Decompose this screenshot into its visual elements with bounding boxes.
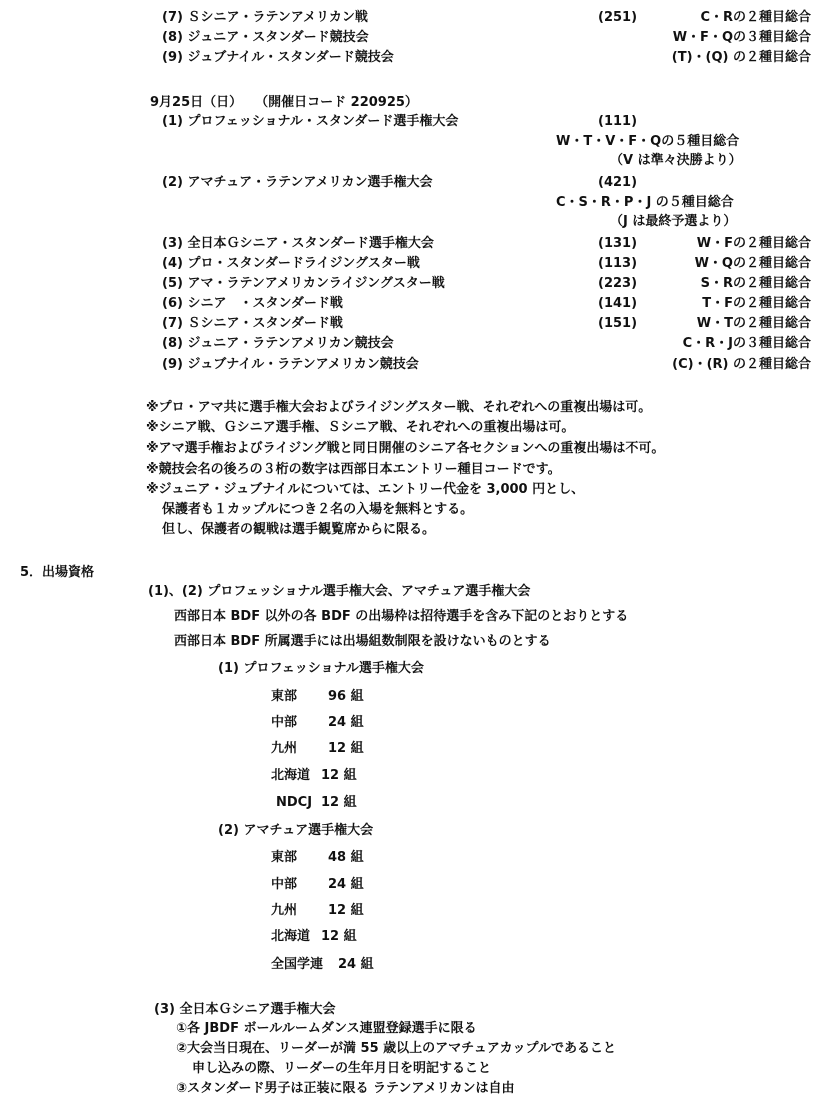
quota-region: 北海道 <box>271 929 311 944</box>
condition-line: ③スタンダード男子は正装に限る ラテンアメリカンは自由 <box>176 1081 515 1096</box>
quota-count: 12 組 <box>321 795 357 810</box>
event-name: (3) 全日本Ｇシニア・スタンダード選手権大会 <box>162 236 434 251</box>
event-code: (141) <box>598 296 638 311</box>
event-dances: W・T・V・F・Qの５種目総合 <box>556 134 740 149</box>
subsection-title: (3) 全日本Ｇシニア選手権大会 <box>154 1002 336 1017</box>
event-name: (7) Ｓシニア・ラテンアメリカン戦 <box>162 10 368 25</box>
event-dances: C・Rの２種目総合 <box>700 10 811 25</box>
event-name: (1) プロフェッショナル・スタンダード選手権大会 <box>162 114 459 129</box>
note-line: ※シニア戦、Ｇシニア選手権、Ｓシニア戦、それぞれへの重複出場は可。 <box>146 420 575 435</box>
event-code: (131) <box>598 236 638 251</box>
quota-region: 中部 <box>271 877 298 892</box>
quota-region: 全国学連 <box>271 957 324 972</box>
quota-count: 12 組 <box>328 903 364 918</box>
event-name: (4) プロ・スタンダードライジングスター戦 <box>162 256 420 271</box>
event-dances: S・Rの２種目総合 <box>700 276 811 291</box>
event-name: (2) アマチュア・ラテンアメリカン選手権大会 <box>162 175 433 190</box>
event-dances: C・R・Jの３種目総合 <box>682 336 811 351</box>
quota-region: 九州 <box>271 903 298 918</box>
event-dances: (T)・(Q) の２種目総合 <box>671 50 811 65</box>
quota-count: 48 組 <box>328 850 364 865</box>
section-heading: 5．出場資格 <box>20 565 95 580</box>
condition-line: ②大会当日現在、リーダーが満 55 歳以上のアマチュアカップルであること <box>176 1041 616 1056</box>
section-text: 西部日本 BDF 所属選手には出場組数制限を設けないものとする <box>174 634 551 649</box>
event-note: （V は準々決勝より） <box>610 153 742 168</box>
event-code: (151) <box>598 316 638 331</box>
event-name: (6) シニア ・スタンダード戦 <box>162 296 343 311</box>
quota-region: NDCJ <box>276 795 313 810</box>
event-dances: (C)・(R) の２種目総合 <box>672 357 811 372</box>
event-code: (421) <box>598 175 638 190</box>
note-line: 但し、保護者の観戦は選手観覧席からに限る。 <box>162 522 436 537</box>
quota-count: 24 組 <box>328 877 364 892</box>
subsection-title: (1) プロフェッショナル選手権大会 <box>218 661 424 676</box>
event-dances: W・F・Qの３種目総合 <box>672 30 811 45</box>
quota-region: 中部 <box>271 715 298 730</box>
event-dances: W・Tの２種目総合 <box>696 316 811 331</box>
event-name: (9) ジュブナイル・ラテンアメリカン競技会 <box>162 357 419 372</box>
event-dances: T・Fの２種目総合 <box>702 296 811 311</box>
event-note: （J は最終予選より） <box>610 214 737 229</box>
event-code: (251) <box>598 10 638 25</box>
subsection-title: (2) アマチュア選手権大会 <box>218 823 374 838</box>
quota-region: 九州 <box>271 741 298 756</box>
quota-region: 東部 <box>271 689 298 704</box>
event-name: (8) ジュニア・スタンダード競技会 <box>162 30 369 45</box>
quota-count: 12 組 <box>321 768 357 783</box>
note-line: 保護者も１カップルにつき２名の入場を無料とする。 <box>162 502 474 517</box>
event-code: (111) <box>598 114 638 129</box>
event-dances: W・Qの２種目総合 <box>694 256 811 271</box>
event-name: (8) ジュニア・ラテンアメリカン競技会 <box>162 336 394 351</box>
section-text: 西部日本 BDF 以外の各 BDF の出場枠は招待選手を含み下記のとおりとする <box>174 609 629 624</box>
section-intro: (1)、(2) プロフェッショナル選手権大会、アマチュア選手権大会 <box>148 584 531 599</box>
note-line: ※ジュニア・ジュブナイルについては、エントリー代金を 3,000 円とし、 <box>146 482 585 497</box>
quota-count: 96 組 <box>328 689 364 704</box>
note-line: ※競技会名の後ろの３桁の数字は西部日本エントリー種目コードです。 <box>146 462 561 477</box>
condition-line: ①各 JBDF ボールルームダンス連盟登録選手に限る <box>176 1021 477 1036</box>
event-dances: C・S・R・P・J の５種目総合 <box>556 195 734 210</box>
quota-region: 東部 <box>271 850 298 865</box>
quota-count: 12 組 <box>321 929 357 944</box>
quota-region: 北海道 <box>271 768 311 783</box>
quota-count: 12 組 <box>328 741 364 756</box>
event-name: (5) アマ・ラテンアメリカンライジングスター戦 <box>162 276 445 291</box>
note-line: ※プロ・アマ共に選手権大会およびライジングスター戦、それぞれへの重複出場は可。 <box>146 400 652 415</box>
event-name: (7) Ｓシニア・スタンダード戦 <box>162 316 343 331</box>
note-line: ※アマ選手権およびライジング戦と同日開催のシニア各セクションへの重複出場は不可。 <box>146 441 665 456</box>
event-code: (113) <box>598 256 638 271</box>
event-code: (223) <box>598 276 638 291</box>
quota-count: 24 組 <box>328 715 364 730</box>
date-header: 9月25日（日） （開催日コード 220925） <box>150 95 418 110</box>
quota-count: 24 組 <box>338 957 374 972</box>
event-name: (9) ジュブナイル・スタンダード競技会 <box>162 50 394 65</box>
condition-line: 申し込みの際、リーダーの生年月日を明記すること <box>192 1061 492 1076</box>
event-dances: W・Fの２種目総合 <box>696 236 811 251</box>
